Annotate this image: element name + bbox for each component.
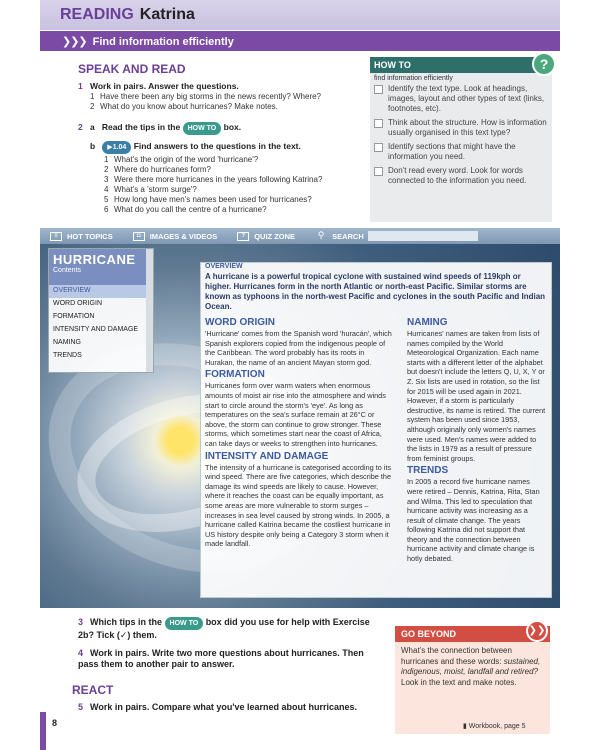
contents-item-intensity[interactable]: INTENSITY AND DAMAGE [53,326,139,333]
question-text: Work in pairs. Write two more questions about hurricanes. Then pass them to another pair to answer. [78,648,364,669]
item-number: 4 [104,185,109,194]
tip-item [374,118,548,138]
tip-text: Identify the text type. Look at headings, images, layout and other types of text (links, footnotes, etc). [388,84,545,113]
item-text: What's the origin of the word 'hurricane'? [114,155,259,164]
overview-text: A hurricane is a powerful tropical cyclone with sustained wind speeds of 119kph or higher. Hurricanes form in the north Atlantic or north-east Pacific. Similar storms are known as typhoons in the north-west Pacific and cyclones in the south Pacific and Indian Ocean. [205,272,546,311]
workbook-label: Workbook, page 5 [468,723,526,730]
tip-text: Don't read every word. Look for words connected to the information you need. [388,166,527,185]
nav-images-videos[interactable] [133,232,218,241]
overview-label: OVERVIEW [205,263,243,270]
tip-checkbox[interactable] [374,119,383,128]
naming-text: Hurricanes' names are taken from lists of names compiled by the World Meteorological Organization. Each name starts with a different letter of the alphabet but doesn't include the letters Q, U, X, Y or Z. Six lists are used in rotation, so the list for 2015 will be used again in 2021. However, if a storm is particularly destructive, its name is retired. The current system has been used since 1953, although originally only women's names were used. Men's names were added to the lists in 1979 as a result of pressure from feminist groups. [407,329,546,463]
quiz-icon: ? [237,232,249,241]
tip-text: Identify sections that might have the information you need. [388,142,516,161]
chapter-topic: Katrina [139,6,195,23]
item-number: 1 [104,155,109,164]
chapter-title [60,6,195,24]
tip-checkbox[interactable] [374,85,383,94]
contents-item-overview[interactable]: OVERVIEW [49,285,153,298]
question-2a [78,122,368,135]
go-beyond-text-start: What's the connection between hurricanes and these words: [401,646,512,666]
contents-title: HURRICANE [53,252,136,267]
question-5 [78,702,388,713]
article-column-1 [205,315,395,549]
book-icon: ≡ [50,232,62,241]
tip-checkbox[interactable] [374,143,383,152]
go-beyond-text-end: Look in the text and make notes. [401,677,517,687]
camera-icon: ◘ [133,232,145,241]
question-number: 4 [78,648,84,658]
workbook-reference [463,722,525,730]
react-heading: REACT [72,683,114,697]
question-text: Find answers to the questions in the text. [133,141,301,151]
howto-title: HOW TO [370,57,552,73]
tip-text: Think about the structure. How is information usually organised in this text type? [388,118,547,137]
contents-header [49,249,153,285]
arrows-icon: ❯❯❯ [62,36,87,48]
question-number: 3 [78,617,84,627]
webpage-nav-bar [40,228,560,244]
item-text: Were there more hurricanes in the years following Katrina? [114,175,323,184]
item-text: What do you call the centre of a hurricane? [114,205,267,214]
nav-quiz-zone[interactable] [237,232,295,241]
tip-item [374,84,548,114]
page-header [40,0,560,30]
question-letter: a [90,122,95,132]
formation-heading: FORMATION [205,369,265,381]
tip-item [374,166,548,186]
article-column-2 [407,315,547,564]
howto-tips [370,84,552,186]
item-number: 2 [90,102,95,111]
question-text-end: box. [223,122,242,132]
naming-heading: NAMING [407,317,448,328]
question-3 [78,617,378,641]
workbook-icon: ▮ [463,723,469,730]
tip-item [374,142,548,162]
subquestion-list [90,92,368,112]
item-number: 1 [90,92,95,101]
trends-heading: TRENDS [407,465,449,477]
chapter-label: READING [60,6,134,23]
howto-pill: HOW TO [183,122,222,135]
speak-read-heading: SPEAK AND READ [78,62,186,76]
nav-label: HOT TOPICS [67,231,113,241]
question-icon: ? [532,52,556,76]
howto-subtitle: find information efficiently [374,75,453,82]
audio-track-button[interactable] [102,141,131,154]
nav-label: IMAGES & VIDEOS [149,231,218,241]
item-number: 5 [104,195,109,204]
subquestion-list [104,155,370,215]
page-edge-bar [40,712,46,750]
list-item [104,175,370,185]
nav-label: SEARCH [332,231,364,241]
forward-arrows-icon: ❯❯ [526,620,548,642]
lesson-aim: Find information efficiently [92,36,234,48]
go-beyond-box [395,626,550,734]
question-text: Which tips in the [90,617,162,627]
question-2b [90,141,370,215]
audio-track-number: 1.04 [112,144,127,151]
play-icon: ▶ [107,144,113,151]
contents-item-formation[interactable]: FORMATION [53,313,95,320]
question-letter: b [90,141,96,151]
item-text: What do you know about hurricanes? Make notes. [100,102,278,111]
nav-label: QUIZ ZONE [254,231,296,241]
intensity-heading: INTENSITY AND DAMAGE [205,450,329,462]
question-number: 2 [78,122,83,132]
list-item [104,205,370,215]
question-number: 1 [78,81,83,91]
item-number: 2 [104,165,109,174]
nav-search[interactable] [315,231,478,241]
item-text: What's a 'storm surge'? [114,185,197,194]
question-text-end: box did you use for help with Exercise 2b? Tick (✓) them. [78,617,370,640]
word-origin-heading: WORD ORIGIN [205,317,275,328]
question-text: Read the tips in the [101,122,181,132]
question-text: Work in pairs. Answer the questions. [90,81,239,91]
nav-hot-topics[interactable] [50,232,113,241]
contents-subtitle: Contents [53,267,82,274]
go-beyond-words: sustained, indigenous, moist, landfall and retired? [401,656,541,676]
search-input[interactable] [368,231,478,241]
contents-item-naming[interactable]: NAMING [53,339,81,346]
list-item [104,165,370,175]
lesson-aim-bar [40,31,560,51]
contents-item-trends[interactable]: TRENDS [53,352,82,359]
tip-checkbox[interactable] [374,167,383,176]
question-text: Work in pairs. Compare what you've learned about hurricanes. [90,702,358,712]
list-item [104,155,370,165]
howto-pill: HOW TO [165,617,204,630]
contents-panel [48,248,154,373]
contents-item-word-origin[interactable]: WORD ORIGIN [53,300,102,307]
item-number: 6 [104,205,109,214]
question-4 [78,648,378,670]
go-beyond-title: GO BEYOND [395,626,550,642]
question-number: 5 [78,702,84,712]
contents-scrollbar[interactable] [146,249,153,372]
item-number: 3 [104,175,109,184]
list-item [90,102,368,112]
go-beyond-text [395,642,550,692]
howto-box [370,57,552,222]
list-item [104,195,370,205]
item-text: Have there been any big storms in the news recently? Where? [100,92,322,101]
formation-text: Hurricanes form over warm waters when enormous amounts of moist air rise into the atmosphere and winds start to circle around the storm's 'eye'. As long as temperatures on the sea's surface remain at 26°C or above, the storm can continue to grow stronger. These storms, which sometimes start near the coast of Africa, can take days or weeks to strengthen into hurricanes. [205,381,386,448]
article-panel [200,262,552,598]
list-item [90,92,368,102]
question-1 [78,81,368,112]
page-number: 8 [52,718,58,728]
item-text: How long have men's names been used for hurricanes? [114,195,312,204]
search-icon: ⚲ [317,229,325,240]
word-origin-text: 'Hurricane' comes from the Spanish word 'huracán', which Spanish explorers copied from the indigenous people of the Caribbean. The word probably has its roots in Hurakan, the name of an ancient Mayan storm god. [205,329,392,367]
list-item [104,185,370,195]
trends-text: In 2005 a record five hurricane names were retired – Dennis, Katrina, Rita, Stan and Wilma. This led to speculation that hurricane activity was increasing as a result of climate change. The years following Katrina did not support that theory and the connection between hurricane activity and climate change is hotly debated. [407,477,540,564]
item-text: Where do hurricanes form? [114,165,211,174]
intensity-text: The intensity of a hurricane is categorised according to its wind speed. There are five categories, which describe the damage its wind speeds are likely to cause. However, where it reaches the coast can be equally important, as some areas are more vulnerable to storm surges – increases in sea level caused by strong winds. In 2005, a hurricane called Katrina became the costliest hurricane in US history despite only being a Category 3 storm when it made landfall. [205,462,392,549]
